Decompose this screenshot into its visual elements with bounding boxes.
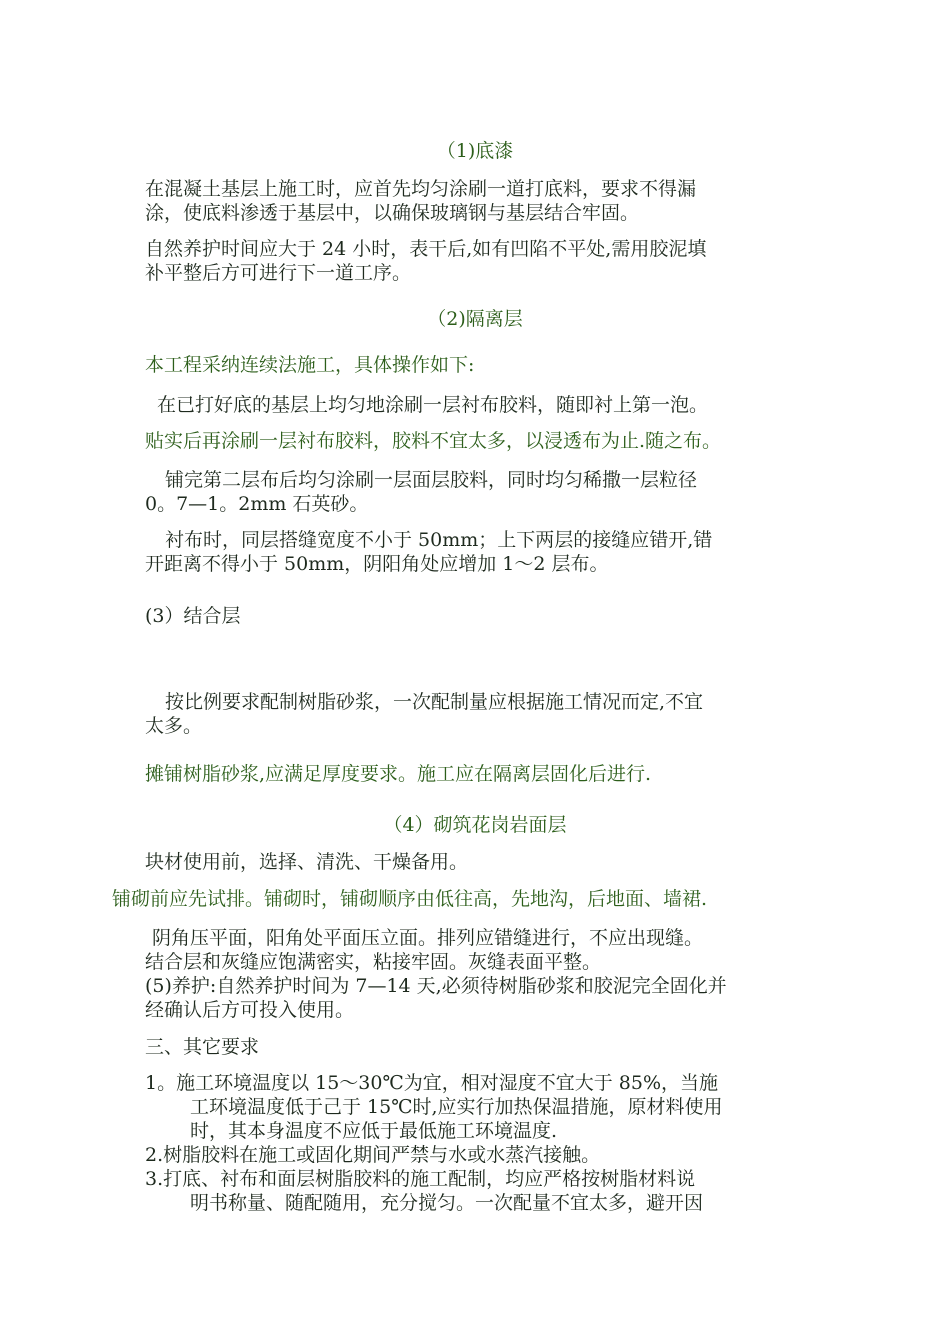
section-2-step-4-line-1: 衬布时，同层搭缝宽度不小于 50mm；上下两层的接缝应错开,错 bbox=[165, 529, 713, 551]
section-5-line-2: 经确认后方可投入使用。 bbox=[145, 999, 355, 1021]
section-4-paragraph-3: 阴角压平面，阳角处平面压立面。排列应错缝进行，不应出现缝。 bbox=[152, 927, 704, 949]
requirement-3-line-2: 明书称量、随配随用，充分搅匀。一次配量不宜太多，避开因 bbox=[190, 1192, 704, 1214]
other-requirements-heading: 三、其它要求 bbox=[145, 1036, 260, 1058]
section-3-paragraph-1-line-1: 按比例要求配制树脂砂浆，一次配制量应根据施工情况而定,不宜 bbox=[165, 691, 704, 713]
section-3-heading: (3）结合层 bbox=[145, 605, 241, 627]
section-3-paragraph-2: 摊铺树脂砂浆,应满足厚度要求。施工应在隔离层固化后进行. bbox=[145, 763, 652, 785]
section-4-paragraph-1: 块材使用前，选择、清洗、干燥备用。 bbox=[145, 851, 469, 873]
section-1-paragraph-2-line-1: 自然养护时间应大于 24 小时，表干后,如有凹陷不平处,需用胶泥填 bbox=[145, 238, 707, 260]
requirement-3-line-1: 3.打底、衬布和面层树脂胶料的施工配制，均应严格按树脂材料说 bbox=[145, 1168, 696, 1190]
section-4-heading: （4）砌筑花岗岩面层 bbox=[383, 814, 567, 836]
section-1-heading: （1)底漆 bbox=[436, 140, 514, 162]
section-4-paragraph-2: 铺砌前应先试排。铺砌时，铺砌顺序由低往高，先地沟，后地面、墙裙. bbox=[112, 888, 708, 910]
section-5-line-1: (5)养护:自然养护时间为 7—14 天,必须待树脂砂浆和胶泥完全固化并 bbox=[145, 975, 727, 997]
requirement-2: 2.树脂胶料在施工或固化期间严禁与水或水蒸汽接触。 bbox=[145, 1144, 601, 1166]
section-2-heading: （2)隔离层 bbox=[427, 308, 523, 330]
section-1-paragraph-1-line-2: 涂，使底料渗透于基层中，以确保玻璃钢与基层结合牢固。 bbox=[145, 202, 640, 224]
section-1-paragraph-2-line-2: 补平整后方可进行下一道工序。 bbox=[145, 262, 412, 284]
section-2-step-1: 在已打好底的基层上均匀地涂刷一层衬布胶料，随即衬上第一泡。 bbox=[157, 394, 709, 416]
requirement-1-line-2: 工环境温度低于己于 15℃时,应实行加热保温措施，原材料使用 bbox=[190, 1096, 723, 1118]
section-2-step-3-line-2: 0。7—1。2mm 石英砂。 bbox=[145, 493, 369, 515]
section-2-step-2: 贴实后再涂刷一层衬布胶料，胶料不宜太多，以浸透布为止.随之布。 bbox=[145, 430, 722, 452]
section-2-intro: 本工程采纳连续法施工，具体操作如下: bbox=[145, 354, 475, 376]
section-3-paragraph-1-line-2: 太多。 bbox=[145, 715, 203, 737]
section-2-step-3-line-1: 铺完第二层布后均匀涂刷一层面层胶料，同时均匀稀撒一层粒径 bbox=[165, 469, 698, 491]
section-1-paragraph-1-line-1: 在混凝土基层上施工时，应首先均匀涂刷一道打底料，要求不得漏 bbox=[145, 178, 697, 200]
section-4-paragraph-4: 结合层和灰缝应饱满密实，粘接牢固。灰缝表面平整。 bbox=[145, 951, 602, 973]
requirement-1-line-1: 1。施工环境温度以 15～30℃为宜，相对湿度不宜大于 85%，当施 bbox=[145, 1072, 719, 1094]
section-2-step-4-line-2: 开距离不得小于 50mm，阴阳角处应增加 1～2 层布。 bbox=[145, 553, 609, 575]
requirement-1-line-3: 时，其本身温度不应低于最低施工环境温度. bbox=[190, 1120, 558, 1142]
